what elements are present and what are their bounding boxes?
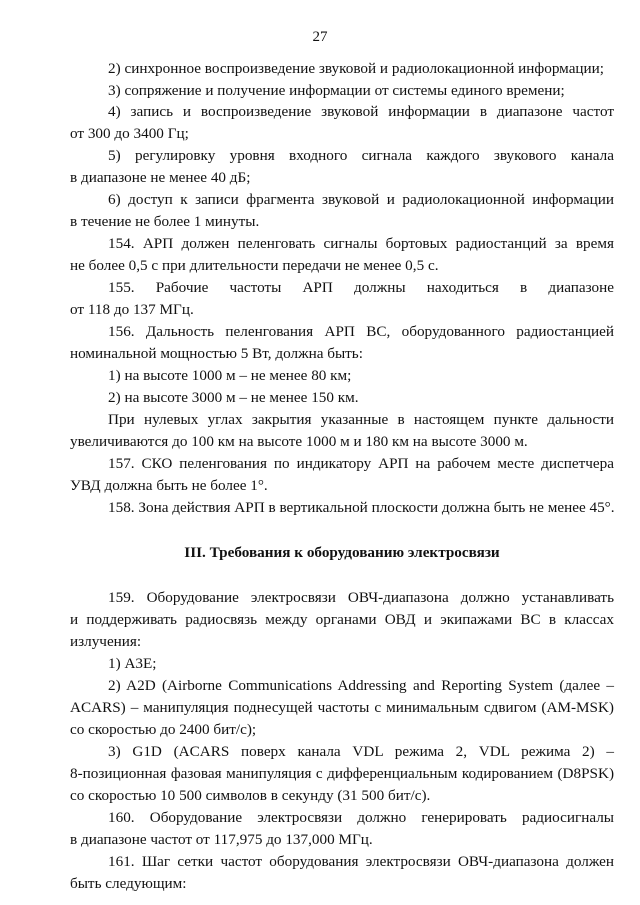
text-line: 155. Рабочие частоты АРП должны находиться в диапазоне [108,279,614,296]
text-line: 4) запись и воспроизведение звуковой информации в диапазоне частот [108,103,614,120]
text-line: 1) на высоте 1000 м – не менее 80 км; [108,367,352,384]
text-line: излучения: [70,633,142,650]
text-line: со скоростью 10 500 символов в секунду (31 500 бит/с). [70,787,431,804]
text-line: номинальной мощностью 5 Вт, должна быть: [70,345,363,362]
text-line: 1) А3Е; [108,655,157,672]
text-line: 157. СКО пеленгования по индикатору АРП на рабочем месте диспетчера [108,455,614,472]
text-line: 8-позиционная фазовая манипуляция с дифференциальным кодированием (D8PSK) [70,765,614,782]
text-line: 3) G1D (ACARS поверх канала VDL режима 2, VDL режима 2) – [108,743,614,760]
text-line: 156. Дальность пеленгования АРП ВС, оборудованного радиостанцией [108,323,614,340]
text-line: УВД должна быть не более 1°. [70,477,268,494]
text-line: от 300 до 3400 Гц; [70,125,189,142]
text-line: 161. Шаг сетки частот оборудования электросвязи ОВЧ-диапазона должен [108,853,614,870]
text-line: в диапазоне не менее 40 дБ; [70,169,251,186]
text-line: 2) на высоте 3000 м – не менее 150 км. [108,389,359,406]
text-line: 5) регулировку уровня входного сигнала каждого звукового канала [108,147,614,164]
text-line: При нулевых углах закрытия указанные в настоящем пункте дальности [108,411,614,428]
text-line: увеличиваются до 100 км на высоте 1000 м и 180 км на высоте 3000 м. [70,433,528,450]
text-line: и поддерживать радиосвязь между органами ОВД и экипажами ВС в классах [70,611,614,628]
section-heading: III. Требования к оборудованию электросвязи [184,544,500,561]
text-line: не более 0,5 с при длительности передачи не менее 0,5 с. [70,257,439,274]
text-line: со скоростью до 2400 бит/с); [70,721,257,738]
text-line: в течение не более 1 минуты. [70,213,260,230]
text-line: от 118 до 137 МГц. [70,301,194,318]
text-line: 154. АРП должен пеленговать сигналы бортовых радиостанций за время [108,235,614,252]
text-line: 6) доступ к записи фрагмента звуковой и радиолокационной информации [108,191,614,208]
text-line: 159. Оборудование электросвязи ОВЧ-диапазона должно устанавливать [108,589,614,606]
text-line: ACARS) – манипуляция поднесущей частоты с минимальным сдвигом (AM-MSK) [70,699,614,716]
text-line: 2) синхронное воспроизведение звуковой и радиолокационной информации; [108,60,605,77]
text-line: 158. Зона действия АРП в вертикальной плоскости должна быть не менее 45°. [108,499,615,516]
page-number: 27 [312,29,328,45]
text-line: быть следующим: [70,875,187,892]
text-line: 2) A2D (Airborne Communications Addressing and Reporting System (далее – [108,677,614,694]
text-line: 160. Оборудование электросвязи должно генерировать радиосигналы [108,809,614,826]
text-line: 3) сопряжение и получение информации от системы единого времени; [108,82,565,99]
text-line: в диапазоне частот от 117,975 до 137,000 МГц. [70,831,373,848]
